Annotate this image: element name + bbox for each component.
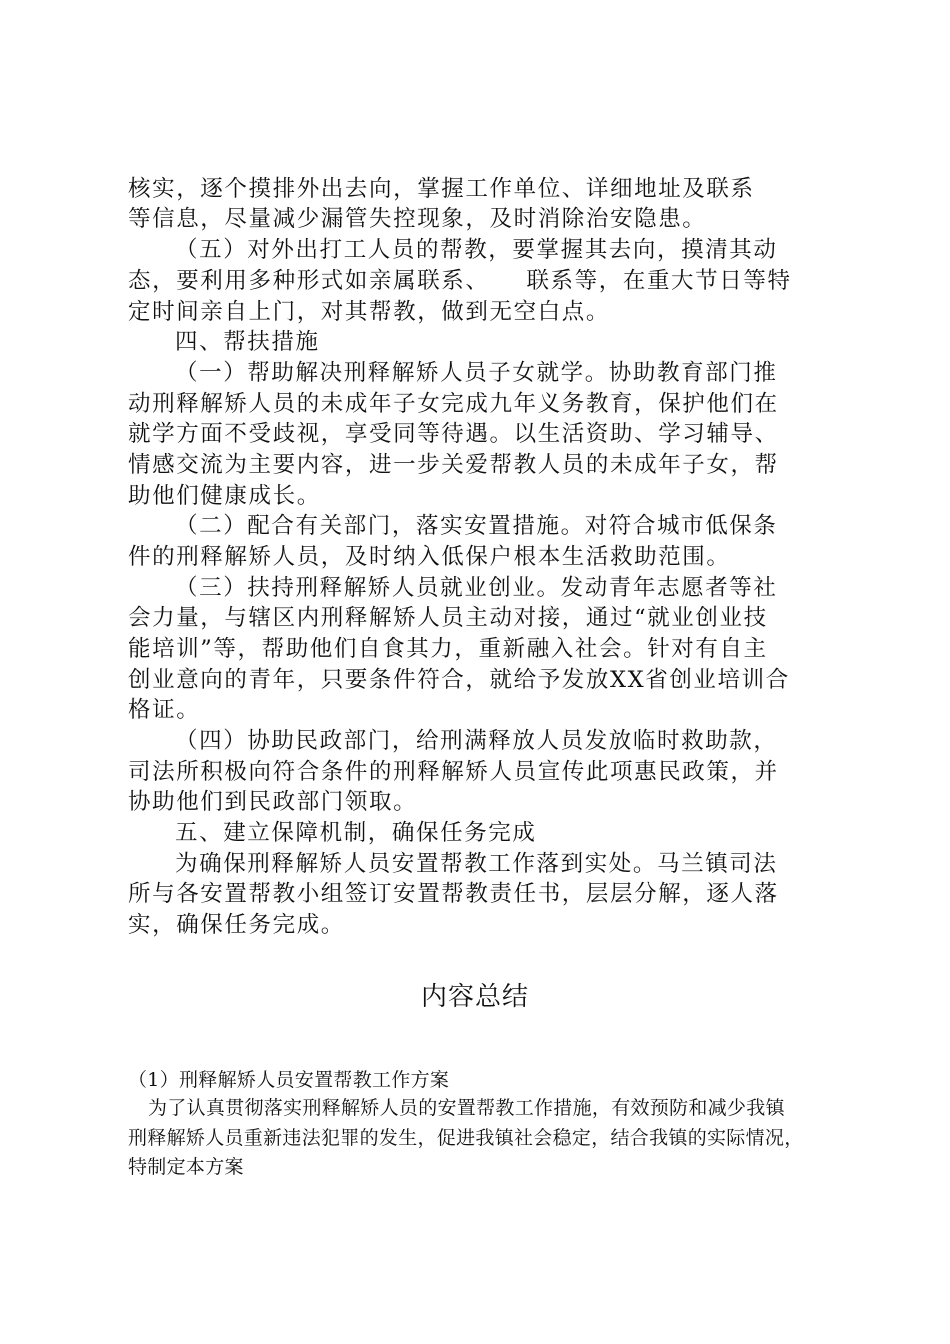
body-line: （五）对外出打工人员的帮教，要掌握其去向，摸清其动	[175, 237, 778, 263]
body-line: 会力量，与辖区内刑释解矫人员主动对接，通过“就业创业技	[128, 605, 768, 631]
body-line: 实，确保任务完成。	[128, 912, 345, 938]
body-line: 为确保刑释解矫人员安置帮教工作落到实处。马兰镇司法	[175, 851, 778, 877]
summary-line: 特制定本方案	[128, 1156, 244, 1178]
body-line: 定时间亲自上门，对其帮教，做到无空白点。	[128, 299, 611, 325]
body-line: （二）配合有关部门，落实安置措施。对符合城市低保条	[175, 513, 778, 539]
section-heading: 五、建立保障机制，确保任务完成	[175, 820, 537, 846]
body-line: 司法所积极向符合条件的刑释解矫人员宣传此项惠民政策，并	[128, 759, 779, 785]
body-line: 就学方面不受歧视，享受同等待遇。以生活资助、学习辅导、	[128, 421, 779, 447]
body-line: （四）协助民政部门，给刑满释放人员发放临时救助款，	[175, 728, 778, 754]
body-line: 情感交流为主要内容，进一步关爱帮教人员的未成年子女，帮	[128, 452, 779, 478]
body-line: （三）扶持刑释解矫人员就业创业。发动青年志愿者等社	[175, 575, 778, 601]
body-line: 所与各安置帮教小组签订安置帮教责任书，层层分解，逐人落	[128, 881, 779, 907]
body-line: 动刑释解矫人员的未成年子女完成九年义务教育，保护他们在	[128, 391, 779, 417]
body-line: 创业意向的青年，只要条件符合，就给予发放XX省创业培训合	[128, 667, 790, 693]
body-line: 态，要利用多种形式如亲属联系、 联系等，在重大节日等特	[128, 268, 792, 294]
summary-line: 为了认真贯彻落实刑释解矫人员的安置帮教工作措施，有效预防和减少我镇	[148, 1097, 785, 1119]
body-line: 格证。	[128, 697, 201, 723]
body-line: 等信息，尽量减少漏管失控现象，及时消除治安隐患。	[128, 206, 707, 232]
body-line: （一）帮助解决刑释解矫人员子女就学。协助教育部门推	[175, 360, 778, 386]
summary-line: 刑释解矫人员重新违法犯罪的发生，促进我镇社会稳定，结合我镇的实际情况，	[128, 1127, 804, 1149]
body-line: 能培训”等，帮助他们自食其力，重新融入社会。针对有自主	[128, 636, 768, 662]
body-line: 件的刑释解矫人员，及时纳入低保户根本生活救助范围。	[128, 544, 731, 570]
summary-title: 内容总结	[420, 982, 529, 1012]
body-line: 协助他们到民政部门领取。	[128, 789, 418, 815]
body-line: 助他们健康成长。	[128, 483, 321, 509]
summary-heading: （1）刑释解矫人员安置帮教工作方案	[128, 1069, 450, 1091]
body-line: 核实，逐个摸排外出去向，掌握工作单位、详细地址及联系	[128, 176, 755, 202]
section-heading: 四、帮扶措施	[175, 329, 320, 355]
